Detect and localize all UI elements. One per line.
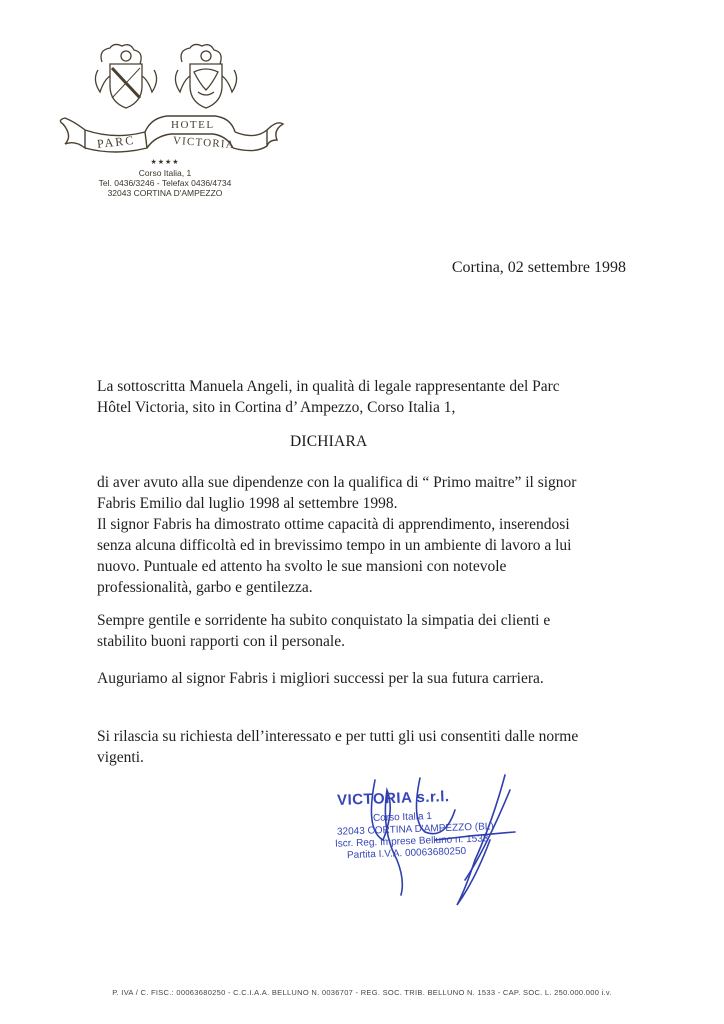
banner-victoria-text: VICTORIA (172, 134, 236, 152)
hotel-name-banner (55, 110, 285, 155)
stamp-line: 32043 CORTINA D'AMPEZZO (BL) (336, 821, 494, 838)
text-line: Auguriamo al signor Fabris i migliori successi per la sua futura carriera. (97, 670, 544, 687)
company-footer: P. IVA / C. FISC.: 00063680250 - C.C.I.A.A. BELLUNO N. 0036707 - REG. SOC. TRIB. BELLUNO N. 1533 - CAP. SOC. L. 250.000.000 i.v. (112, 988, 612, 997)
hotel-letterhead (55, 40, 285, 210)
declares-heading: DICHIARA (290, 433, 368, 450)
text-line: vigenti. (97, 749, 144, 766)
character-paragraph (97, 610, 627, 652)
hotel-phone-line: Tel. 0436/3246 - Telefax 0436/4734 (98, 178, 232, 188)
text-line: Il signor Fabris ha dimostrato ottime capacità di apprendimento, inserendosi (97, 516, 570, 533)
letter-date: Cortina, 02 settembre 1998 (451, 259, 626, 276)
hotel-city-line: 32043 CORTINA D'AMPEZZO (107, 188, 223, 198)
text-line: di aver avuto alla sue dipendenze con la qualifica di “ Primo maitre” il signor (97, 474, 577, 491)
banner-parc-text: PARC (96, 132, 136, 151)
text-line: senza alcuna difficoltà ed in brevissimo tempo in un ambiente di lavoro a lui (97, 537, 572, 554)
text-line: stabilito buoni rapporti con il personale. (97, 633, 345, 650)
stamp-line: Partita I.V.A. 00063680250 (346, 845, 467, 862)
stamp-title: VICTORIA s.r.l. (336, 788, 450, 809)
text-line: nuovo. Puntuale ed attento ha svolto le sue mansioni con notevole (97, 558, 507, 575)
text-line: Si rilascia su richiesta dell’interessato e per tutti gli usi consentiti dalle norme (97, 728, 579, 745)
hotel-crests-logo (90, 40, 240, 112)
text-line: La sottoscritta Manuela Angeli, in qualità di legale rappresentante del Parc (97, 378, 560, 395)
hotel-address-line: Corso Italia, 1 (138, 168, 192, 178)
text-line: Sempre gentile e sorridente ha subito conquistato la simpatia dei clienti e (97, 612, 551, 629)
text-line: Hôtel Victoria, sito in Cortina d’ Ampezzo, Corso Italia 1, (97, 399, 456, 416)
handwritten-signature (325, 770, 555, 910)
employment-paragraph (97, 472, 627, 598)
text-line: Fabris Emilio dal luglio 1998 al settembre 1998. (97, 495, 398, 512)
text-line: professionalità, garbo e gentilezza. (97, 579, 313, 596)
hotel-stars: ★★★★ (150, 159, 180, 166)
banner-hotel-text: HOTEL (171, 119, 215, 131)
hotel-address-block (85, 158, 245, 198)
intro-paragraph (97, 376, 627, 418)
closing-paragraph (97, 726, 627, 768)
wishes-paragraph (97, 668, 627, 689)
stamp-line: Iscr. Reg. Imprese Belluno n. 1533 (334, 833, 489, 850)
stamp-line: Corso Italia 1 (372, 810, 433, 825)
